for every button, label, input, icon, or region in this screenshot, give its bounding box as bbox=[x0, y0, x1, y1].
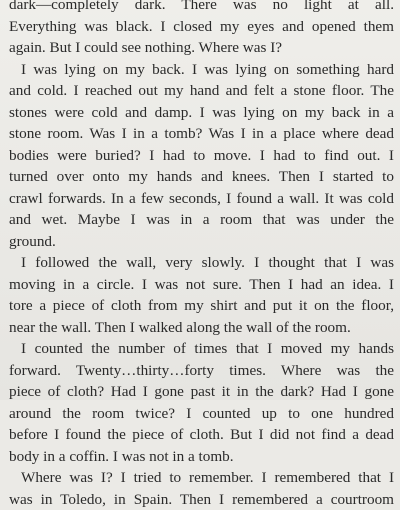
page-text bbox=[9, 0, 394, 510]
text-line: turned over onto my hands and knees. Then I started to bbox=[9, 166, 394, 188]
text-line: near the wall. Then I walked along the wall of the room. bbox=[9, 317, 394, 339]
text-line: I was lying on my back. I was lying on something hard bbox=[9, 59, 394, 81]
text-line: bodies were buried? I had to move. I had to find out. I bbox=[9, 145, 394, 167]
text-line: piece of cloth? Had I gone past it in the dark? Had I gone bbox=[9, 381, 394, 403]
paragraph bbox=[9, 59, 394, 253]
text-line: body in a coffin. I was not in a tomb. bbox=[9, 446, 394, 468]
text-line: and cold. I reached out my hand and felt a stone floor. The bbox=[9, 80, 394, 102]
text-line: again. But I could see nothing. Where was I? bbox=[9, 37, 394, 59]
text-line: stones were cold and damp. I was lying on my back in a bbox=[9, 102, 394, 124]
text-line: before I found the piece of cloth. But I did not find a dead bbox=[9, 424, 394, 446]
text-line: I counted the number of times that I moved my hands bbox=[9, 338, 394, 360]
text-line: around the room twice? I counted up to one hundred bbox=[9, 403, 394, 425]
text-line: I followed the wall, very slowly. I thought that I was bbox=[9, 252, 394, 274]
text-line: and wet. Maybe I was in a room that was under the bbox=[9, 209, 394, 231]
text-line: crawl forwards. In a few seconds, I found a wall. It was cold bbox=[9, 188, 394, 210]
text-line: Where was I? I tried to remember. I remembered that I bbox=[9, 467, 394, 489]
text-line: tore a piece of cloth from my shirt and put it on the floor, bbox=[9, 295, 394, 317]
text-line: Everything was black. I closed my eyes and opened them bbox=[9, 16, 394, 38]
text-line: stone room. Was I in a tomb? Was I in a place where dead bbox=[9, 123, 394, 145]
text-line: was in Toledo, in Spain. Then I remembered a courtroom bbox=[9, 489, 394, 510]
text-line: ground. bbox=[9, 231, 394, 253]
text-line: dark—completely dark. There was no light at all. bbox=[9, 0, 394, 16]
text-line: moving in a circle. I was not sure. Then I had an idea. I bbox=[9, 274, 394, 296]
paragraph bbox=[9, 467, 394, 510]
paragraph bbox=[9, 0, 394, 59]
paragraph bbox=[9, 252, 394, 338]
paragraph bbox=[9, 338, 394, 467]
text-line: forward. Twenty…thirty…forty times. Where was the bbox=[9, 360, 394, 382]
